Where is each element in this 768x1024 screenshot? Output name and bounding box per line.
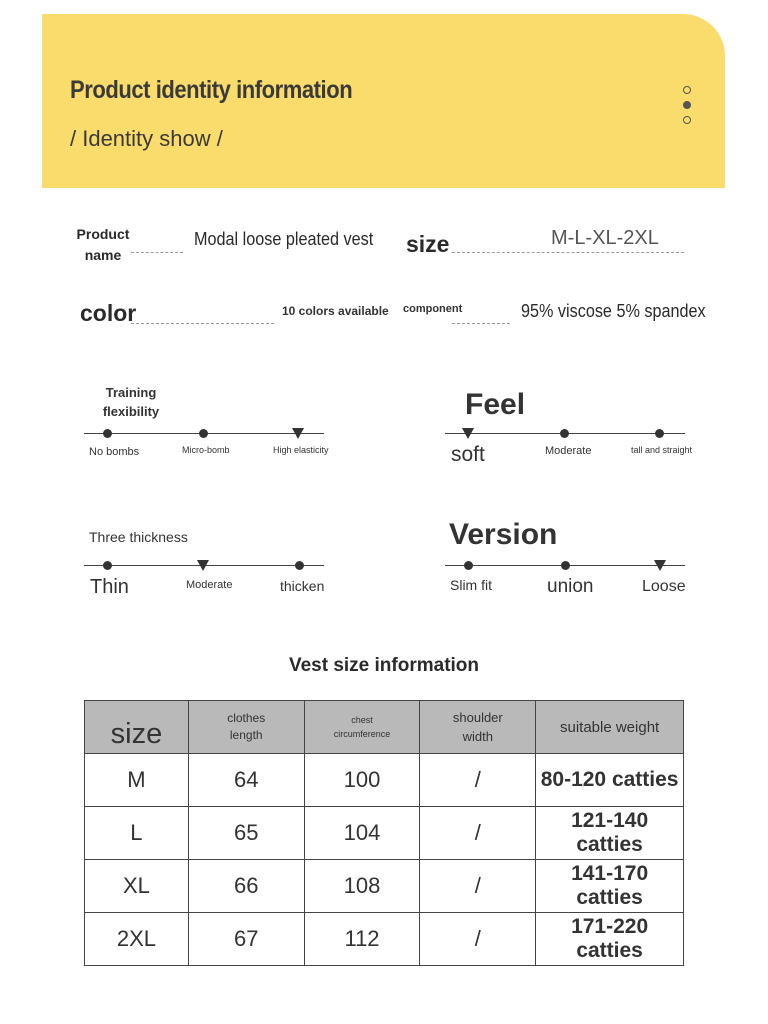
table-row	[85, 754, 684, 807]
scale-marker	[655, 429, 664, 438]
divider	[131, 323, 274, 324]
col-header-clothes-length: clothes length	[188, 701, 304, 754]
cell-size: 2XL	[85, 913, 189, 966]
scale-option: Slim fit	[450, 577, 492, 593]
cell-weight: 171-220 catties	[536, 913, 684, 966]
selected-marker-icon	[197, 560, 209, 571]
cell-weight: 80-120 catties	[536, 754, 684, 807]
cell-length: 66	[188, 860, 304, 913]
table-row	[85, 807, 684, 860]
cell-length: 67	[188, 913, 304, 966]
cell-size: M	[85, 754, 189, 807]
pagination-dot-2-active[interactable]	[683, 101, 691, 109]
table-row	[85, 860, 684, 913]
header-banner	[42, 14, 725, 188]
product-name-label: Product name	[76, 226, 130, 263]
scale-marker	[464, 561, 473, 570]
component-label: component	[403, 303, 463, 315]
cell-shoulder: /	[420, 913, 536, 966]
color-value: 10 colors available	[282, 304, 389, 318]
pagination-dot-3[interactable]	[683, 116, 691, 124]
size-table	[84, 700, 684, 966]
scale-option-selected: High elasticity	[273, 445, 329, 455]
col-header-weight: suitable weight	[536, 701, 684, 754]
selected-marker-icon	[292, 428, 304, 439]
scale-title: Three thickness	[89, 529, 188, 545]
col-header-size: size	[85, 701, 189, 754]
size-value: M-L-XL-2XL	[551, 227, 659, 249]
scale-option: Thin	[90, 576, 129, 598]
divider	[452, 252, 684, 253]
component-value: 95% viscose 5% spandex	[521, 301, 706, 321]
cell-chest: 100	[304, 754, 420, 807]
cell-shoulder: /	[420, 754, 536, 807]
scale-marker	[561, 561, 570, 570]
pagination-dots	[683, 86, 693, 131]
divider	[452, 323, 510, 324]
cell-size: XL	[85, 860, 189, 913]
table-header-row	[85, 701, 684, 754]
scale-title: Training flexibility	[102, 385, 160, 419]
cell-chest: 108	[304, 860, 420, 913]
scale-option: No bombs	[89, 446, 140, 458]
page-title: Product identity information	[70, 76, 353, 104]
cell-chest: 112	[304, 913, 420, 966]
page-subtitle: / Identity show /	[70, 126, 223, 151]
scale-option: union	[547, 576, 594, 597]
cell-weight: 141-170 catties	[536, 860, 684, 913]
cell-shoulder: /	[420, 807, 536, 860]
scale-marker	[103, 429, 112, 438]
cell-length: 64	[188, 754, 304, 807]
scale-option: Micro-bomb	[182, 445, 230, 455]
scale-option-selected: Moderate	[186, 579, 233, 591]
color-label: color	[80, 300, 137, 326]
table-row	[85, 913, 684, 966]
scale-marker	[199, 429, 208, 438]
scale-title: Version	[449, 518, 558, 551]
scale-title: Feel	[465, 388, 526, 421]
pagination-dot-1[interactable]	[683, 86, 691, 94]
size-table-title: Vest size information	[288, 655, 480, 676]
cell-size: L	[85, 807, 189, 860]
product-name-value: Modal loose pleated vest	[194, 229, 374, 249]
cell-shoulder: /	[420, 860, 536, 913]
cell-weight: 121-140 catties	[536, 807, 684, 860]
scale-marker	[560, 429, 569, 438]
scale-marker	[295, 561, 304, 570]
cell-length: 65	[188, 807, 304, 860]
col-header-shoulder: shoulder width	[420, 701, 536, 754]
col-header-chest: chest circumference	[304, 701, 420, 754]
size-label: size	[406, 231, 450, 257]
selected-marker-icon	[654, 560, 666, 571]
scale-option: tall and straight	[631, 445, 693, 455]
scale-option-selected: soft	[451, 443, 485, 466]
selected-marker-icon	[462, 428, 474, 439]
scale-option-selected: Loose	[642, 578, 686, 595]
scale-marker	[103, 561, 112, 570]
cell-chest: 104	[304, 807, 420, 860]
divider	[131, 252, 183, 253]
scale-option: thicken	[280, 578, 325, 594]
scale-option: Moderate	[545, 445, 592, 457]
